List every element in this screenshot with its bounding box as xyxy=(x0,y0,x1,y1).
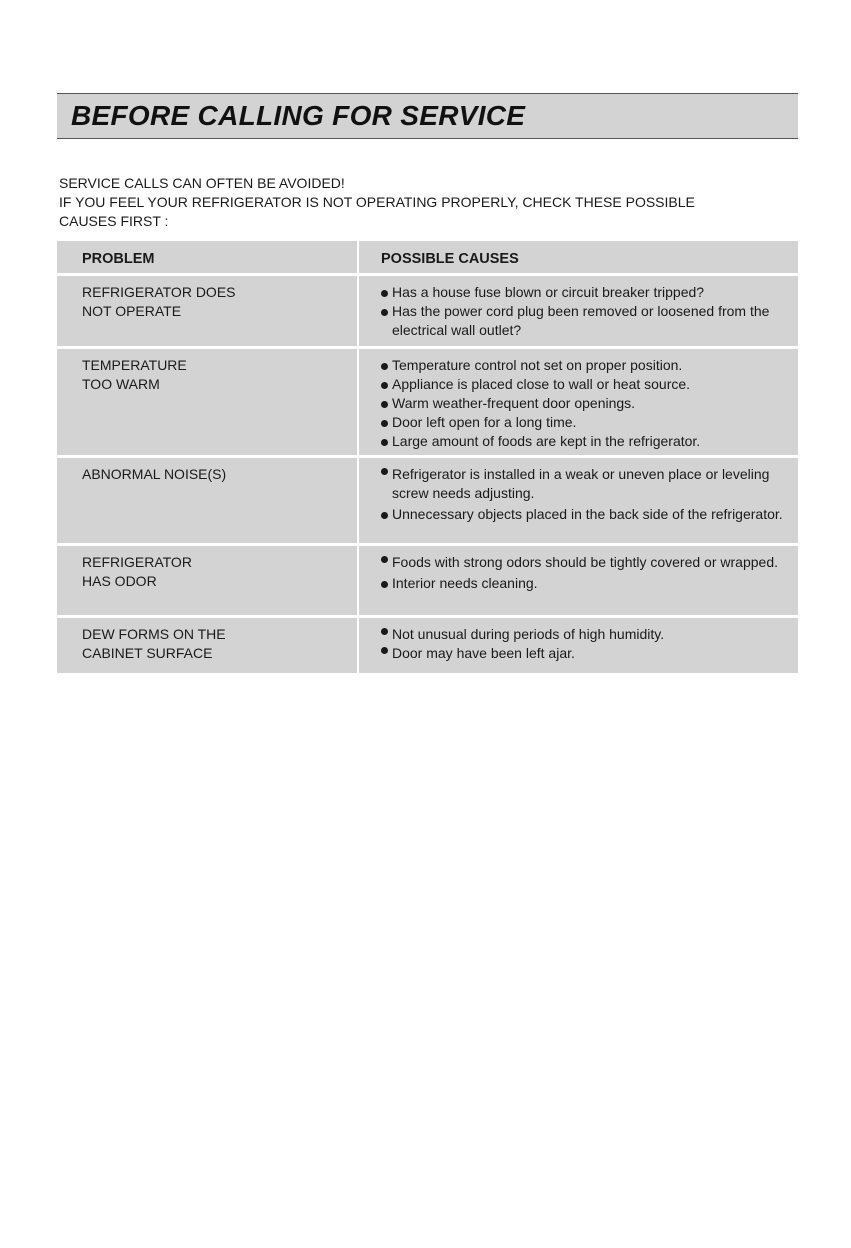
problem-text: HAS ODOR xyxy=(82,573,157,589)
bullet-icon xyxy=(381,468,388,475)
title-bar xyxy=(57,93,798,139)
bullet-icon xyxy=(381,581,388,588)
cause-item xyxy=(381,302,798,340)
cause-text: Has the power cord plug been removed or loosened from the electrical wall outlet? xyxy=(392,303,770,338)
causes-cell xyxy=(359,276,798,346)
cause-text: Door left open for a long time. xyxy=(392,414,577,430)
problem-cell xyxy=(57,276,357,346)
bullet-icon xyxy=(381,363,388,370)
table-row xyxy=(57,276,798,346)
problem-text: REFRIGERATOR xyxy=(82,554,192,570)
problem-cell xyxy=(57,618,357,673)
cause-text: Appliance is placed close to wall or heat source. xyxy=(392,376,691,392)
causes-cell xyxy=(359,349,798,455)
cause-text: Large amount of foods are kept in the refrigerator. xyxy=(392,433,701,449)
problem-text: ABNORMAL NOISE(S) xyxy=(82,466,227,482)
bullet-icon xyxy=(381,401,388,408)
intro-line: IF YOU FEEL YOUR REFRIGERATOR IS NOT OPERATING PROPERLY, CHECK THESE POSSIBLE xyxy=(59,194,695,210)
problem-text: TEMPERATURE xyxy=(82,357,187,373)
bullet-icon xyxy=(381,382,388,389)
bullet-icon xyxy=(381,628,388,635)
bullet-icon xyxy=(381,556,388,563)
table-header-row xyxy=(57,241,798,273)
cause-item xyxy=(381,413,798,432)
page-title: BEFORE CALLING FOR SERVICE xyxy=(71,100,526,131)
bullet-icon xyxy=(381,290,388,297)
cause-text: Unnecessary objects placed in the back side of the refrigerator. xyxy=(392,506,783,522)
cause-item xyxy=(381,432,798,451)
cause-text: Door may have been left ajar. xyxy=(392,645,575,661)
problem-cell xyxy=(57,546,357,615)
cause-text: Refrigerator is installed in a weak or uneven place or leveling screw needs adjusting. xyxy=(392,466,770,501)
table-row xyxy=(57,458,798,543)
intro-text xyxy=(59,174,799,231)
bullet-icon xyxy=(381,420,388,427)
intro-line: SERVICE CALLS CAN OFTEN BE AVOIDED! xyxy=(59,175,345,191)
causes-cell xyxy=(359,458,798,543)
bullet-icon xyxy=(381,647,388,654)
cause-item xyxy=(381,375,798,394)
bullet-icon xyxy=(381,439,388,446)
bullet-icon xyxy=(381,512,388,519)
cause-item xyxy=(381,356,798,375)
problem-text: DEW FORMS ON THE xyxy=(82,626,226,642)
causes-cell xyxy=(359,618,798,673)
table-row xyxy=(57,618,798,673)
cause-text: Not unusual during periods of high humidity. xyxy=(392,626,665,642)
cause-text: Has a house fuse blown or circuit breaker tripped? xyxy=(392,284,705,300)
problem-text: CABINET SURFACE xyxy=(82,645,213,661)
intro-line: CAUSES FIRST : xyxy=(59,213,169,229)
cause-item xyxy=(381,465,798,503)
problem-cell xyxy=(57,349,357,455)
problem-cell xyxy=(57,458,357,543)
header-problem: PROBLEM xyxy=(57,241,357,273)
cause-item xyxy=(381,553,798,572)
header-causes: POSSIBLE CAUSES xyxy=(359,241,798,273)
cause-text: Temperature control not set on proper position. xyxy=(392,357,683,373)
cause-item xyxy=(381,505,798,524)
causes-cell xyxy=(359,546,798,615)
cause-text: Foods with strong odors should be tightly covered or wrapped. xyxy=(392,554,778,570)
cause-item xyxy=(381,644,798,663)
cause-text: Warm weather-frequent door openings. xyxy=(392,395,636,411)
table-row xyxy=(57,546,798,615)
troubleshooting-table xyxy=(57,241,798,676)
cause-item xyxy=(381,625,798,644)
cause-text: Interior needs cleaning. xyxy=(392,575,538,591)
cause-item xyxy=(381,394,798,413)
cause-item xyxy=(381,574,798,593)
bullet-icon xyxy=(381,309,388,316)
table-row xyxy=(57,349,798,455)
problem-text: TOO WARM xyxy=(82,376,160,392)
problem-text: NOT OPERATE xyxy=(82,303,182,319)
cause-item xyxy=(381,283,798,302)
problem-text: REFRIGERATOR DOES xyxy=(82,284,236,300)
